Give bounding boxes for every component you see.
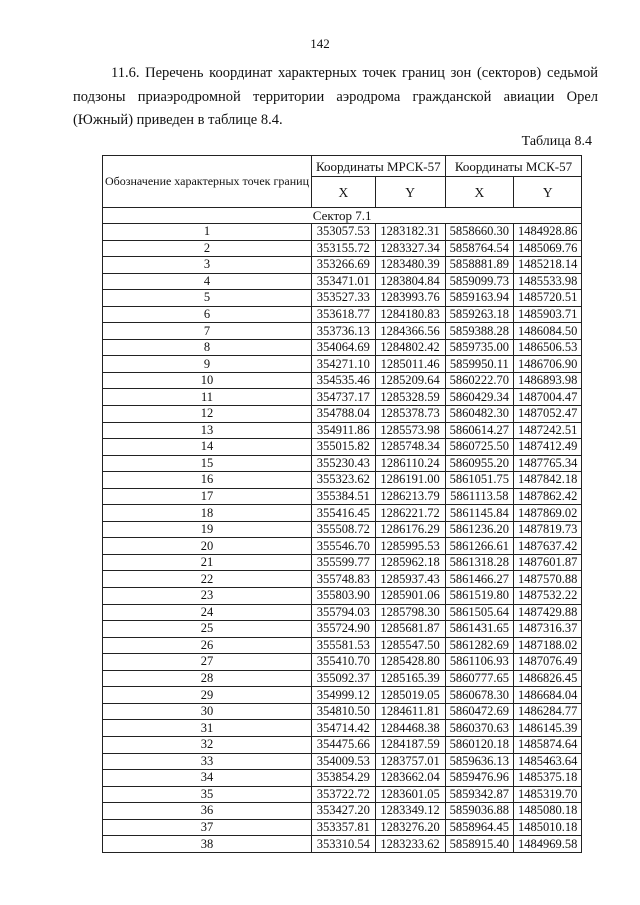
msk-x-cell: 5861145.84: [445, 505, 513, 522]
header-row-groups: [103, 156, 582, 177]
mrsk-x-cell: 353310.54: [312, 836, 376, 853]
point-id-cell: 17: [103, 488, 312, 505]
point-id-cell: 30: [103, 703, 312, 720]
msk-x-cell: 5861505.64: [445, 604, 513, 621]
msk-x-cell: 5861113.58: [445, 488, 513, 505]
table-row: [103, 736, 582, 753]
msk-x-cell: 5860370.63: [445, 720, 513, 737]
point-id-cell: 33: [103, 753, 312, 770]
table-row: [103, 654, 582, 671]
msk-y-cell: 1487052.47: [514, 406, 582, 423]
point-id-cell: 32: [103, 736, 312, 753]
mrsk-x-cell: 355230.43: [312, 455, 376, 472]
msk-x-cell: 5859735.00: [445, 339, 513, 356]
mrsk-x-cell: 354064.69: [312, 339, 376, 356]
msk-y-cell: 1485720.51: [514, 290, 582, 307]
table-row: [103, 273, 582, 290]
table-row: [103, 819, 582, 836]
msk-x-cell: 5859163.94: [445, 290, 513, 307]
mrsk-y-cell: 1283233.62: [375, 836, 445, 853]
msk-x-cell: 5859099.73: [445, 273, 513, 290]
msk-y-cell: 1486284.77: [514, 703, 582, 720]
msk-x-cell: 5860472.69: [445, 703, 513, 720]
mrsk-x-cell: 355384.51: [312, 488, 376, 505]
msk-x-cell: 5861236.20: [445, 521, 513, 538]
msk-y-cell: 1487862.42: [514, 488, 582, 505]
table-row: [103, 604, 582, 621]
msk-x-cell: 5859263.18: [445, 306, 513, 323]
mrsk-x-cell: 353527.33: [312, 290, 376, 307]
table-row: [103, 290, 582, 307]
point-id-cell: 2: [103, 240, 312, 257]
mrsk-y-cell: 1285165.39: [375, 670, 445, 687]
point-id-cell: 12: [103, 406, 312, 423]
msk-x-cell: 5860120.18: [445, 736, 513, 753]
point-id-cell: 8: [103, 339, 312, 356]
group-header-msk: Координаты МСК-57: [445, 156, 582, 177]
point-id-cell: 6: [103, 306, 312, 323]
mrsk-y-cell: 1283349.12: [375, 803, 445, 820]
msk-y-cell: 1487076.49: [514, 654, 582, 671]
msk-x-cell: 5858915.40: [445, 836, 513, 853]
mrsk-y-cell: 1285428.80: [375, 654, 445, 671]
point-id-cell: 31: [103, 720, 312, 737]
table-row: [103, 339, 582, 356]
msk-x-cell: 5861318.28: [445, 554, 513, 571]
point-id-cell: 24: [103, 604, 312, 621]
msk-y-cell: 1487188.02: [514, 637, 582, 654]
table-row: [103, 323, 582, 340]
table-row: [103, 505, 582, 522]
mrsk-x-cell: 355546.70: [312, 538, 376, 555]
point-id-cell: 20: [103, 538, 312, 555]
mrsk-x-cell: 355581.53: [312, 637, 376, 654]
msk-x-cell: 5858964.45: [445, 819, 513, 836]
mrsk-x-cell: 354788.04: [312, 406, 376, 423]
msk-y-cell: 1485463.64: [514, 753, 582, 770]
msk-y-cell: 1486893.98: [514, 372, 582, 389]
point-id-cell: 5: [103, 290, 312, 307]
msk-y-cell: 1487819.73: [514, 521, 582, 538]
mrsk-x-cell: 353057.53: [312, 224, 376, 241]
msk-y-cell: 1487765.34: [514, 455, 582, 472]
table-row: [103, 753, 582, 770]
mrsk-y-cell: 1285748.34: [375, 439, 445, 456]
mrsk-y-cell: 1285378.73: [375, 406, 445, 423]
point-id-cell: 37: [103, 819, 312, 836]
mrsk-x-cell: 355599.77: [312, 554, 376, 571]
table-row: [103, 488, 582, 505]
point-id-cell: 16: [103, 472, 312, 489]
msk-y-cell: 1485903.71: [514, 306, 582, 323]
msk-x-cell: 5860429.34: [445, 389, 513, 406]
mrsk-x-cell: 353427.20: [312, 803, 376, 820]
mrsk-x-cell: 353618.77: [312, 306, 376, 323]
axis-header-msk-x: X: [445, 177, 513, 208]
table-row: [103, 372, 582, 389]
mrsk-x-cell: 354999.12: [312, 687, 376, 704]
table-row: [103, 306, 582, 323]
mrsk-y-cell: 1285962.18: [375, 554, 445, 571]
point-id-cell: 29: [103, 687, 312, 704]
mrsk-x-cell: 355794.03: [312, 604, 376, 621]
point-id-cell: 4: [103, 273, 312, 290]
msk-x-cell: 5860222.70: [445, 372, 513, 389]
table-body: [103, 208, 582, 853]
mrsk-x-cell: 354810.50: [312, 703, 376, 720]
msk-x-cell: 5861282.69: [445, 637, 513, 654]
table-row: [103, 770, 582, 787]
msk-y-cell: 1487429.88: [514, 604, 582, 621]
intro-text: 11.6. Перечень координат характерных точек границ зон (секторов) седьмой подзоны приаэродромной территории аэродрома гражданской авиации Орел (Южный) приведен в таблице 8.4.: [73, 65, 598, 128]
table-row: [103, 571, 582, 588]
point-id-cell: 13: [103, 422, 312, 439]
mrsk-y-cell: 1285798.30: [375, 604, 445, 621]
mrsk-y-cell: 1285681.87: [375, 621, 445, 638]
msk-x-cell: 5858881.89: [445, 257, 513, 274]
table-row: [103, 836, 582, 853]
point-id-cell: 9: [103, 356, 312, 373]
msk-x-cell: 5860955.20: [445, 455, 513, 472]
table-caption: Таблица 8.4: [521, 134, 592, 149]
msk-x-cell: 5859950.11: [445, 356, 513, 373]
mrsk-y-cell: 1284802.42: [375, 339, 445, 356]
msk-x-cell: 5859476.96: [445, 770, 513, 787]
msk-y-cell: 1485010.18: [514, 819, 582, 836]
msk-x-cell: 5861519.80: [445, 588, 513, 605]
point-id-cell: 21: [103, 554, 312, 571]
mrsk-x-cell: 355724.90: [312, 621, 376, 638]
mrsk-y-cell: 1283804.84: [375, 273, 445, 290]
msk-x-cell: 5860777.65: [445, 670, 513, 687]
table-row: [103, 356, 582, 373]
mrsk-y-cell: 1283182.31: [375, 224, 445, 241]
mrsk-y-cell: 1286221.72: [375, 505, 445, 522]
axis-header-mrsk-y: Y: [375, 177, 445, 208]
table-row: [103, 240, 582, 257]
msk-y-cell: 1486706.90: [514, 356, 582, 373]
mrsk-y-cell: 1283993.76: [375, 290, 445, 307]
axis-header-mrsk-x: X: [312, 177, 376, 208]
point-id-cell: 38: [103, 836, 312, 853]
msk-x-cell: 5859342.87: [445, 786, 513, 803]
msk-x-cell: 5861106.93: [445, 654, 513, 671]
mrsk-x-cell: 353471.01: [312, 273, 376, 290]
point-id-cell: 27: [103, 654, 312, 671]
mrsk-y-cell: 1285328.59: [375, 389, 445, 406]
mrsk-y-cell: 1285573.98: [375, 422, 445, 439]
point-id-cell: 28: [103, 670, 312, 687]
point-id-cell: 14: [103, 439, 312, 456]
mrsk-x-cell: 354737.17: [312, 389, 376, 406]
mrsk-x-cell: 355748.83: [312, 571, 376, 588]
mrsk-x-cell: 355410.70: [312, 654, 376, 671]
mrsk-y-cell: 1283601.05: [375, 786, 445, 803]
mrsk-y-cell: 1285995.53: [375, 538, 445, 555]
mrsk-y-cell: 1286191.00: [375, 472, 445, 489]
msk-x-cell: 5858660.30: [445, 224, 513, 241]
point-id-cell: 19: [103, 521, 312, 538]
mrsk-y-cell: 1283662.04: [375, 770, 445, 787]
mrsk-x-cell: 353155.72: [312, 240, 376, 257]
msk-y-cell: 1485375.18: [514, 770, 582, 787]
mrsk-x-cell: 354271.10: [312, 356, 376, 373]
point-id-cell: 23: [103, 588, 312, 605]
msk-y-cell: 1485533.98: [514, 273, 582, 290]
msk-y-cell: 1486506.53: [514, 339, 582, 356]
msk-y-cell: 1485319.70: [514, 786, 582, 803]
point-id-cell: 7: [103, 323, 312, 340]
msk-y-cell: 1487601.87: [514, 554, 582, 571]
mrsk-x-cell: 355416.45: [312, 505, 376, 522]
mrsk-x-cell: 353854.29: [312, 770, 376, 787]
msk-y-cell: 1487842.18: [514, 472, 582, 489]
point-id-cell: 26: [103, 637, 312, 654]
mrsk-x-cell: 353357.81: [312, 819, 376, 836]
mrsk-y-cell: 1283480.39: [375, 257, 445, 274]
mrsk-x-cell: 354009.53: [312, 753, 376, 770]
axis-header-msk-y: Y: [514, 177, 582, 208]
mrsk-y-cell: 1284366.56: [375, 323, 445, 340]
mrsk-y-cell: 1284187.59: [375, 736, 445, 753]
table-row: [103, 687, 582, 704]
mrsk-y-cell: 1285937.43: [375, 571, 445, 588]
msk-x-cell: 5858764.54: [445, 240, 513, 257]
msk-x-cell: 5861051.75: [445, 472, 513, 489]
msk-y-cell: 1486145.39: [514, 720, 582, 737]
msk-y-cell: 1485874.64: [514, 736, 582, 753]
page-number: 142: [310, 36, 330, 51]
intro-paragraph: [73, 62, 598, 133]
mrsk-y-cell: 1285547.50: [375, 637, 445, 654]
point-id-cell: 36: [103, 803, 312, 820]
mrsk-y-cell: 1285019.05: [375, 687, 445, 704]
table-row: [103, 439, 582, 456]
label-column-header: Обозначение характерных точек границ: [103, 156, 312, 208]
mrsk-x-cell: 355323.62: [312, 472, 376, 489]
mrsk-x-cell: 354911.86: [312, 422, 376, 439]
msk-x-cell: 5860678.30: [445, 687, 513, 704]
msk-y-cell: 1486826.45: [514, 670, 582, 687]
msk-y-cell: 1486084.50: [514, 323, 582, 340]
mrsk-y-cell: 1286110.24: [375, 455, 445, 472]
table-header: [103, 156, 582, 208]
coordinates-table: [102, 155, 582, 853]
msk-x-cell: 5859388.28: [445, 323, 513, 340]
table-row: [103, 389, 582, 406]
msk-y-cell: 1487004.47: [514, 389, 582, 406]
point-id-cell: 1: [103, 224, 312, 241]
mrsk-x-cell: 353736.13: [312, 323, 376, 340]
msk-y-cell: 1486684.04: [514, 687, 582, 704]
table-row: [103, 422, 582, 439]
msk-y-cell: 1487242.51: [514, 422, 582, 439]
msk-y-cell: 1485218.14: [514, 257, 582, 274]
table-row: [103, 637, 582, 654]
point-id-cell: 22: [103, 571, 312, 588]
mrsk-y-cell: 1285209.64: [375, 372, 445, 389]
msk-y-cell: 1487412.49: [514, 439, 582, 456]
sector-title: Сектор 7.1: [103, 208, 582, 224]
mrsk-x-cell: 353722.72: [312, 786, 376, 803]
msk-y-cell: 1487869.02: [514, 505, 582, 522]
msk-x-cell: 5860725.50: [445, 439, 513, 456]
msk-x-cell: 5861466.27: [445, 571, 513, 588]
msk-y-cell: 1484969.58: [514, 836, 582, 853]
mrsk-y-cell: 1285901.06: [375, 588, 445, 605]
mrsk-y-cell: 1283276.20: [375, 819, 445, 836]
point-id-cell: 25: [103, 621, 312, 638]
sector-row: [103, 208, 582, 224]
table-row: [103, 670, 582, 687]
group-header-mrsk: Координаты МРСК-57: [312, 156, 446, 177]
table-row: [103, 521, 582, 538]
mrsk-x-cell: 355015.82: [312, 439, 376, 456]
mrsk-y-cell: 1284180.83: [375, 306, 445, 323]
table-row: [103, 720, 582, 737]
mrsk-x-cell: 354535.46: [312, 372, 376, 389]
table-row: [103, 472, 582, 489]
mrsk-y-cell: 1286176.29: [375, 521, 445, 538]
table-row: [103, 703, 582, 720]
point-id-cell: 18: [103, 505, 312, 522]
mrsk-x-cell: 355803.90: [312, 588, 376, 605]
point-id-cell: 34: [103, 770, 312, 787]
mrsk-y-cell: 1284611.81: [375, 703, 445, 720]
point-id-cell: 10: [103, 372, 312, 389]
point-id-cell: 15: [103, 455, 312, 472]
mrsk-x-cell: 354714.42: [312, 720, 376, 737]
table-row: [103, 554, 582, 571]
table-row: [103, 406, 582, 423]
mrsk-y-cell: 1284468.38: [375, 720, 445, 737]
mrsk-x-cell: 354475.66: [312, 736, 376, 753]
msk-x-cell: 5860614.27: [445, 422, 513, 439]
mrsk-x-cell: 355508.72: [312, 521, 376, 538]
msk-x-cell: 5860482.30: [445, 406, 513, 423]
table-row: [103, 224, 582, 241]
point-id-cell: 11: [103, 389, 312, 406]
msk-x-cell: 5861431.65: [445, 621, 513, 638]
mrsk-y-cell: 1283327.34: [375, 240, 445, 257]
msk-y-cell: 1487532.22: [514, 588, 582, 605]
mrsk-y-cell: 1283757.01: [375, 753, 445, 770]
mrsk-y-cell: 1285011.46: [375, 356, 445, 373]
msk-y-cell: 1485069.76: [514, 240, 582, 257]
table-row: [103, 257, 582, 274]
mrsk-x-cell: 355092.37: [312, 670, 376, 687]
table-row: [103, 588, 582, 605]
msk-y-cell: 1485080.18: [514, 803, 582, 820]
table-row: [103, 455, 582, 472]
msk-x-cell: 5859636.13: [445, 753, 513, 770]
mrsk-y-cell: 1286213.79: [375, 488, 445, 505]
table-row: [103, 538, 582, 555]
msk-x-cell: 5859036.88: [445, 803, 513, 820]
mrsk-x-cell: 353266.69: [312, 257, 376, 274]
msk-y-cell: 1487570.88: [514, 571, 582, 588]
table-row: [103, 786, 582, 803]
msk-y-cell: 1487316.37: [514, 621, 582, 638]
msk-x-cell: 5861266.61: [445, 538, 513, 555]
point-id-cell: 3: [103, 257, 312, 274]
msk-y-cell: 1487637.42: [514, 538, 582, 555]
table-row: [103, 803, 582, 820]
msk-y-cell: 1484928.86: [514, 224, 582, 241]
table-row: [103, 621, 582, 638]
point-id-cell: 35: [103, 786, 312, 803]
